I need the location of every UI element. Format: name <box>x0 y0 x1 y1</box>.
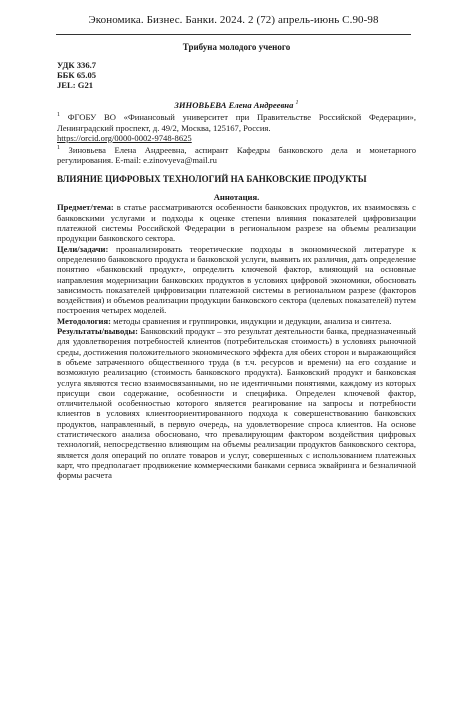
methodology-label: Методология: <box>57 315 111 326</box>
article-title: ВЛИЯНИЕ ЦИФРОВЫХ ТЕХНОЛОГИЙ НА БАНКОВСКИЕ ПРОДУКТЫ <box>57 173 367 184</box>
udc-code: УДК 336.7 <box>57 60 97 71</box>
affiliation-2-text: Зиновьева Елена Андреевна, аспирант Кафедры банковского дела и монетарного регулирования. E-mail: e.zinovyeva@mail.ru <box>57 145 416 166</box>
header-rule <box>56 34 411 35</box>
paper-body <box>57 42 416 480</box>
results-label: Результаты/выводы: <box>57 326 138 337</box>
methodology-text: методы сравнения и группировки, индукции и дедукции, анализа и синтеза. <box>110 315 392 326</box>
abstract-heading: Аннотация. <box>213 192 260 203</box>
classification-codes <box>57 60 416 90</box>
subject-label: Предмет/тема: <box>57 202 114 213</box>
affiliation-2: $^1$ Зиновьева Елена Андреевна, аспирант Кафедры банковского дела и монетарного регулирования. E-mail: e.zinovyeva@mail.ru <box>57 145 416 166</box>
goals-text: проанализировать теоретические подходы в экономической литературе к определению банковского продукта и банковской услуги, выявить их различия, дать определение понятию «банковский продукт», определить ключевой фактор, влияющий на основные направления модернизации банковских продуктов в условиях цифровой экономики, обосновать зависимость показателей цифровизации платежной системы в региональном разрезе (факторов воздействия) и объемов реализации продукции банковского сектора (целевых показателей) путем построения четырех моделей. <box>57 243 416 316</box>
abstract-methodology <box>57 316 416 326</box>
affiliation-1-text: ФГОБУ ВО «Финансовый университет при Правительстве Российской Федерации», Ленинградский проспект, д. 49/2, Москва, 125167, Россия. <box>57 112 416 133</box>
abstract-goals <box>57 244 416 316</box>
abstract-subject <box>57 202 416 243</box>
orcid-link[interactable]: https://orcid.org/0000-0002-9748-8625 <box>57 132 192 143</box>
results-text: Банковский продукт – это результат деятельности банка, предназначенный для удовлетворения потребностей клиентов (потребительская стоимость) в условиях рыночной среды, достижения положительного экономического эффекта для обеих сторон и выражающийся в объеме затраченного общественного труда (в т.ч. ресурсов и времени) на его создание и возможную реализацию (стоимость банковского продукта). Банковский продукт и банковская услуга являются тесно взаимосвязанными, но не идентичными понятиями, каждому из которых присущи свои содержание, особенности и специфика. Определен ключевой фактор, отличительной особенностью которого является реагирование на запросы и потребности клиентов в условиях клиентоориентированного подхода к совершенствованию банковских продуктов, направленный, в первую очередь, на удовлетворение спроса клиентов. На основе статистического анализа обосновано, что превалирующим фактором воздействия цифровых технологий, непосредственно влияющим на объемы реализации продуктов банковского сектора, является доля операций по оплате товаров и услуг, совершенных с использованием платежных карт, что предполагает продвижение коммерческими банками сервиса эквайринга и безналичной формы расчета <box>57 326 416 481</box>
abstract-results <box>57 326 416 480</box>
subject-text: в статье рассматриваются особенности банковских продуктов, их взаимосвязь с банковскими услугами и подходы к оценке степени влияния показателей цифровизации платежной системы Российской Федерации в региональном разрезе на объемы реализации продукции банковского сектора. <box>57 202 416 244</box>
author-name: ЗИНОВЬЕВА Елена Андреевна $^1$ <box>174 100 299 111</box>
bbk-code: ББК 65.05 <box>57 70 97 81</box>
author-name-text: ЗИНОВЬЕВА Елена Андреевна <box>174 100 294 111</box>
section-label: Трибуна молодого ученого <box>182 42 291 52</box>
goals-label: Цели/задачи: <box>57 243 109 254</box>
running-head: Экономика. Бизнес. Банки. 2024. 2 (72) апрель-июнь С.90-98 <box>88 14 379 26</box>
affiliation-1: $^1$ ФГОБУ ВО «Финансовый университет при Правительстве Российской Федерации», Ленинградский проспект, д. 49/2, Москва, 125167, Россия. https://orcid.org/0000-0002-9748-8625 <box>57 112 416 143</box>
jel-code: JEL: G21 <box>57 80 94 91</box>
